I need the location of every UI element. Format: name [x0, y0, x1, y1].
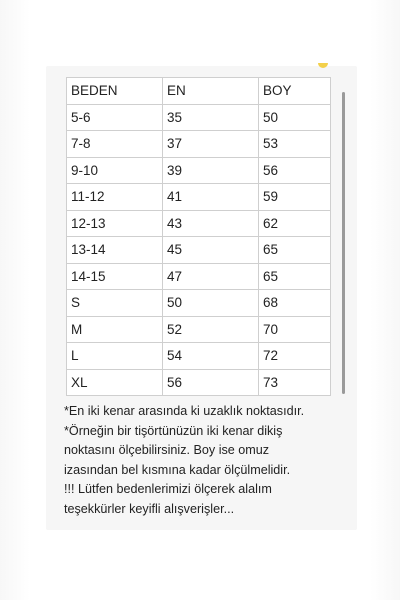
- cell-beden: S: [67, 290, 163, 317]
- cell-en: 41: [163, 184, 259, 211]
- cell-beden: 12-13: [67, 210, 163, 237]
- header-en: EN: [163, 78, 259, 105]
- cell-beden: 9-10: [67, 157, 163, 184]
- table-row: [67, 184, 331, 211]
- cell-beden: L: [67, 343, 163, 370]
- cell-en: 56: [163, 369, 259, 396]
- header-beden: BEDEN: [67, 78, 163, 105]
- cell-boy: 56: [259, 157, 331, 184]
- cell-en: 54: [163, 343, 259, 370]
- table-row: [67, 104, 331, 131]
- cell-en: 35: [163, 104, 259, 131]
- table-header-row: [67, 78, 331, 105]
- cell-boy: 72: [259, 343, 331, 370]
- table-row: [67, 316, 331, 343]
- cell-en: 52: [163, 316, 259, 343]
- scrollbar[interactable]: [342, 92, 345, 394]
- cell-en: 47: [163, 263, 259, 290]
- cell-boy: 65: [259, 263, 331, 290]
- note-line: teşekkürler keyifli alışverişler...: [64, 501, 235, 516]
- cell-en: 39: [163, 157, 259, 184]
- cell-boy: 59: [259, 184, 331, 211]
- page-edge-right: [370, 0, 400, 600]
- cell-beden: 7-8: [67, 131, 163, 158]
- cell-en: 37: [163, 131, 259, 158]
- table-row: [67, 157, 331, 184]
- page-edge-left: [0, 0, 30, 600]
- cell-boy: 65: [259, 237, 331, 264]
- cell-beden: 14-15: [67, 263, 163, 290]
- cell-beden: 11-12: [67, 184, 163, 211]
- cell-en: 50: [163, 290, 259, 317]
- table-row: [67, 343, 331, 370]
- table-row: [67, 290, 331, 317]
- cell-beden: 13-14: [67, 237, 163, 264]
- cell-boy: 70: [259, 316, 331, 343]
- cell-boy: 73: [259, 369, 331, 396]
- cell-beden: M: [67, 316, 163, 343]
- note-line: *En iki kenar arasında ki uzaklık noktasıdır.: [64, 404, 305, 418]
- table-row: [67, 263, 331, 290]
- size-table: [66, 77, 331, 396]
- cell-en: 43: [163, 210, 259, 237]
- table-row: [67, 131, 331, 158]
- cell-en: 45: [163, 237, 259, 264]
- accent-dot: [318, 58, 328, 68]
- cell-boy: 53: [259, 131, 331, 158]
- note-line: *Örneğin bir tişörtünüzün iki kenar dikiş: [64, 423, 283, 438]
- table-row: [67, 237, 331, 264]
- note-line: !!! Lütfen bedenlerimizi ölçerek alalım: [64, 482, 272, 497]
- note-line: noktasını ölçebilirsiniz. Boy ise omuz: [64, 443, 270, 458]
- note-line: izasından bel kısmına kadar ölçülmelidir.: [64, 462, 291, 477]
- cell-beden: XL: [67, 369, 163, 396]
- table-row: [67, 210, 331, 237]
- size-table-body: [67, 78, 331, 396]
- cell-boy: 50: [259, 104, 331, 131]
- cell-beden: 5-6: [67, 104, 163, 131]
- notes-block: [64, 402, 354, 520]
- header-boy: BOY: [259, 78, 331, 105]
- table-row: [67, 369, 331, 396]
- cell-boy: 62: [259, 210, 331, 237]
- cell-boy: 68: [259, 290, 331, 317]
